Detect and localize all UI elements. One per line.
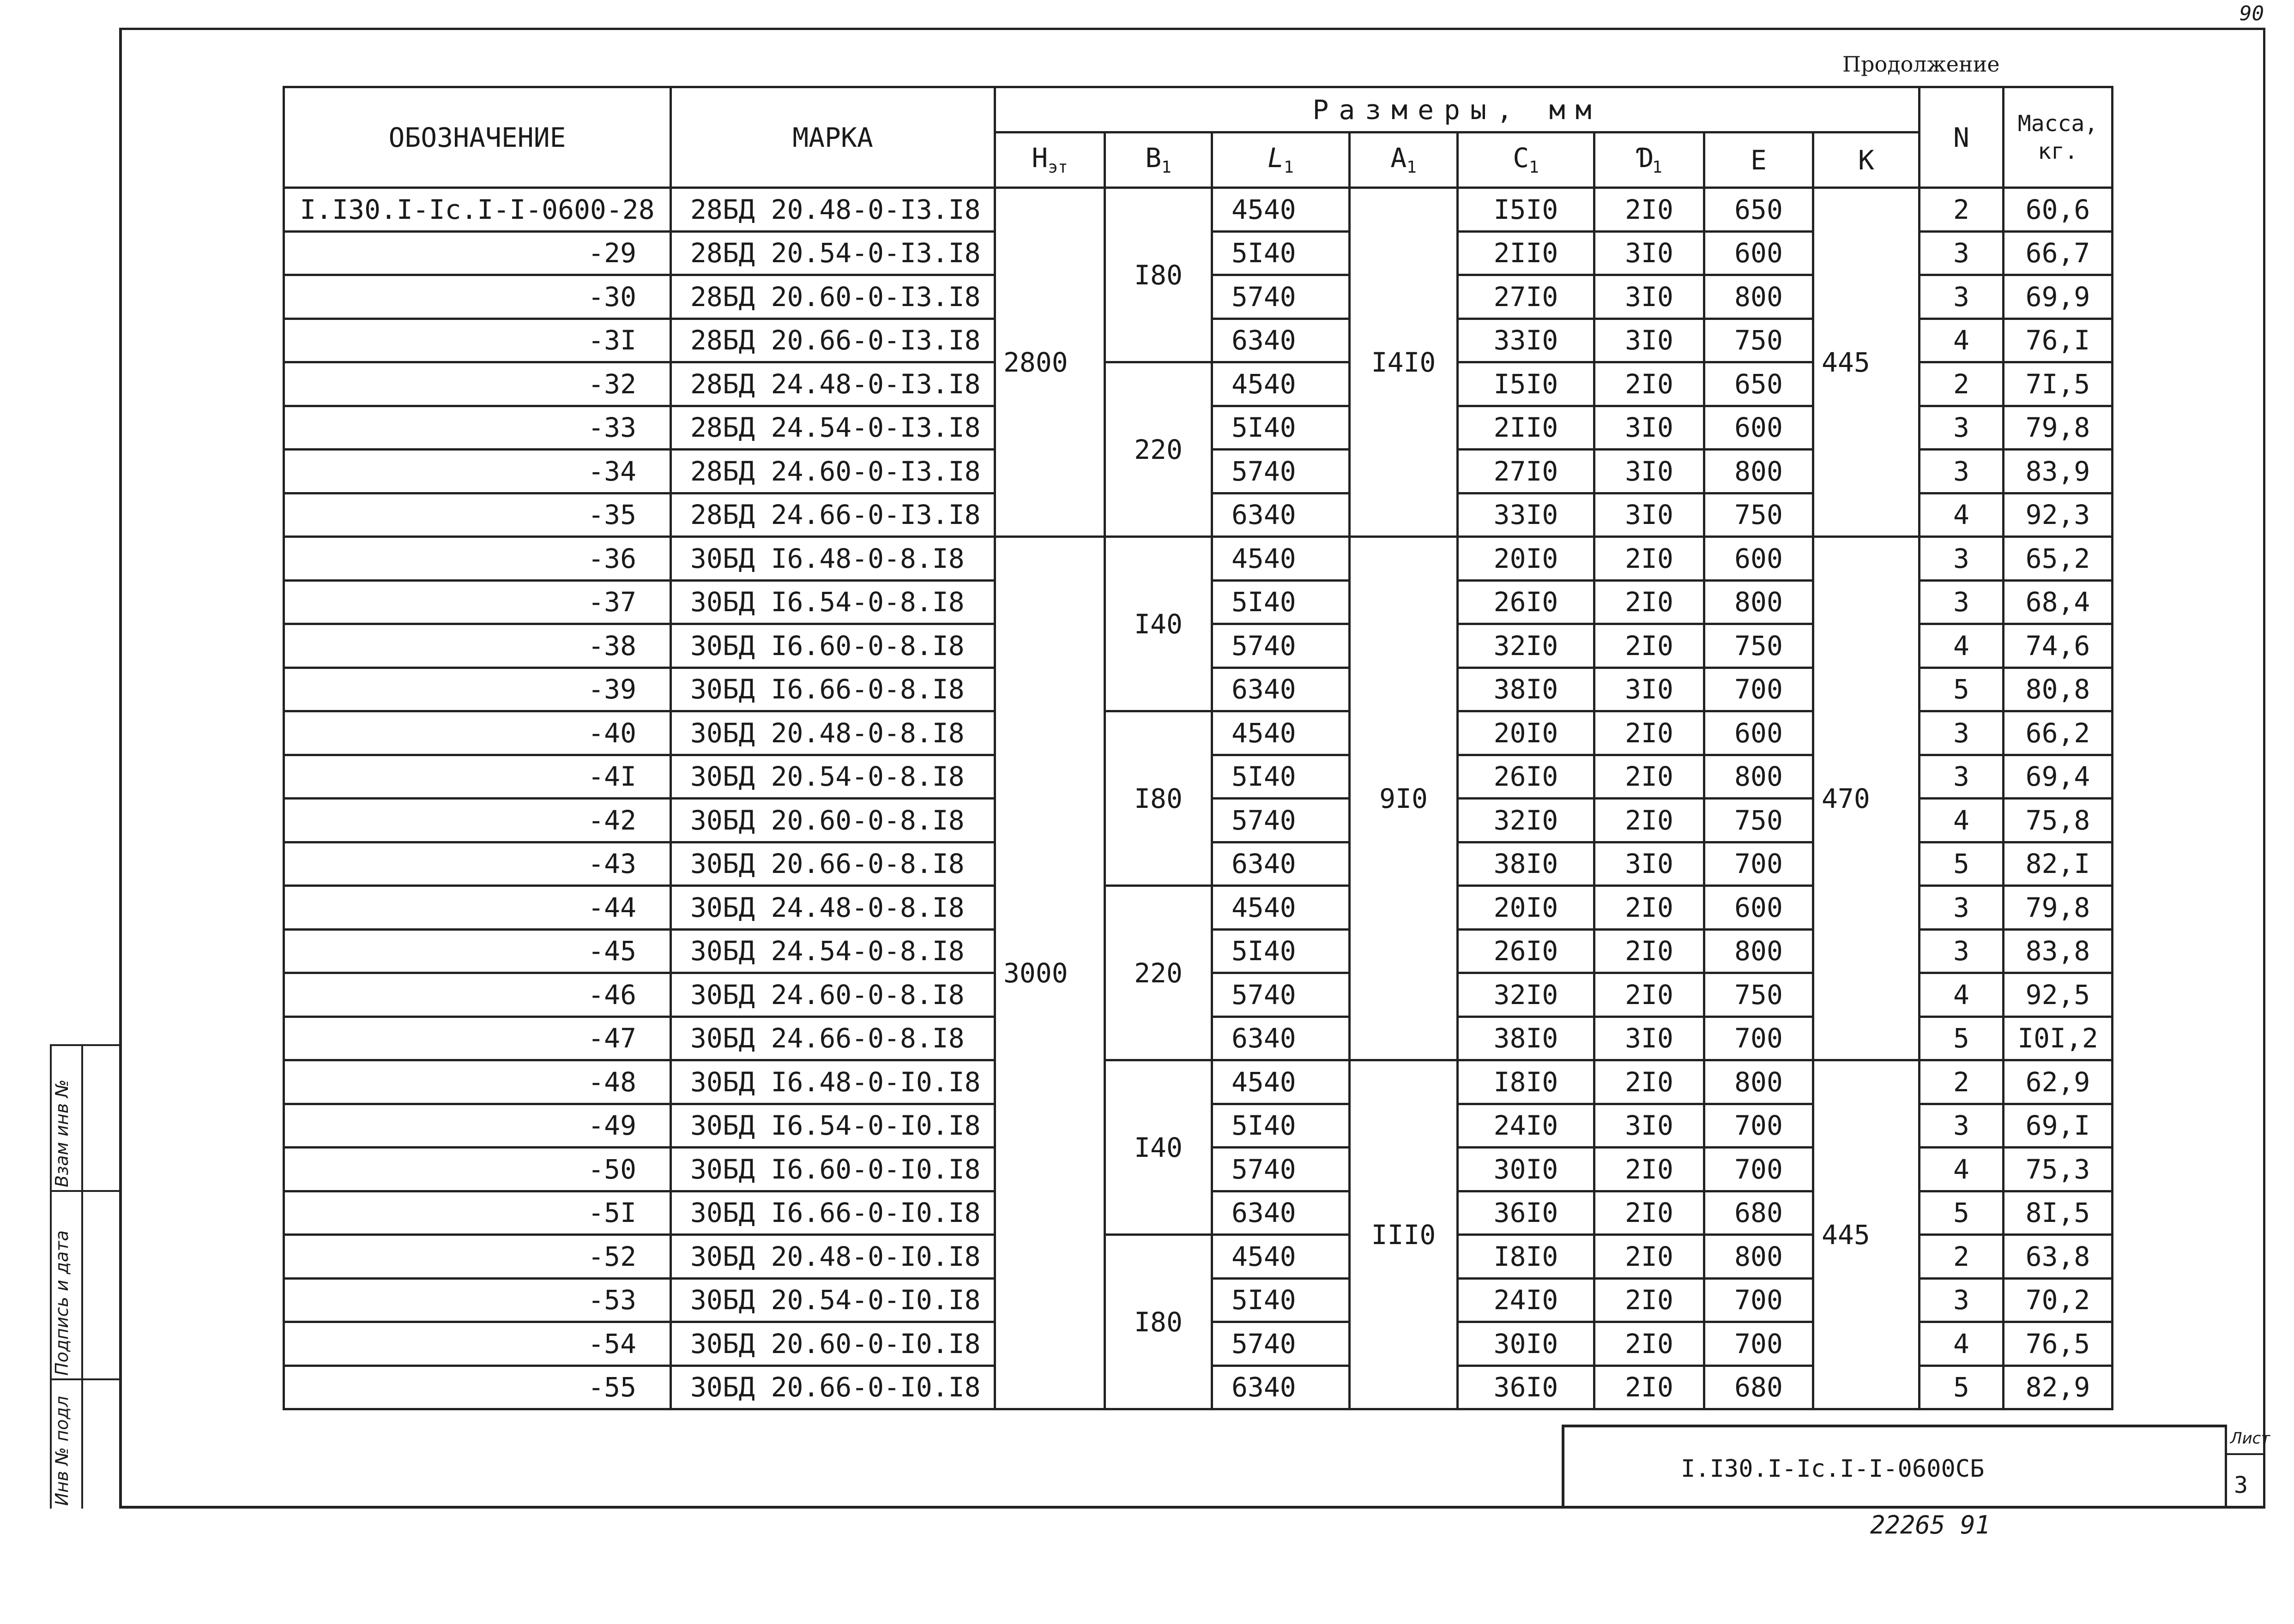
cell-mark: 30БД 24.66-0-8.I8 [671, 1017, 995, 1060]
cell-e: 650 [1704, 362, 1813, 406]
cell-designation: -29 [284, 231, 671, 275]
cell-n: 3 [1920, 1278, 2004, 1322]
cell-d1: 2I0 [1594, 1191, 1704, 1235]
cell-d1: 2I0 [1594, 929, 1704, 973]
cell-e: 700 [1704, 668, 1813, 711]
cell-designation: -50 [284, 1148, 671, 1191]
cell-designation: -4I [284, 755, 671, 799]
cell-l1: 4540 [1212, 188, 1350, 232]
cell-a-group: 9I0 [1350, 537, 1458, 1060]
stamp-replaces-inv-no: Взам инв № [52, 1079, 72, 1187]
cell-mass: 63,8 [2004, 1235, 2113, 1279]
cell-mark: 30БД I6.48-0-I0.I8 [671, 1060, 995, 1104]
cell-e: 600 [1704, 231, 1813, 275]
cell-designation: -42 [284, 799, 671, 842]
cell-mass: 69,I [2004, 1104, 2113, 1148]
cell-mass: 79,8 [2004, 406, 2113, 450]
cell-designation: -54 [284, 1322, 671, 1366]
cell-l1: 5740 [1212, 973, 1350, 1017]
header-mass: Масса, кг. [2004, 87, 2113, 188]
cell-c1: 33I0 [1458, 493, 1594, 537]
cell-designation: -38 [284, 624, 671, 668]
cell-d1: 2I0 [1594, 188, 1704, 232]
cell-designation: -5I [284, 1191, 671, 1235]
cell-d1: 2I0 [1594, 537, 1704, 581]
table-row [284, 537, 2113, 581]
cell-d1: 2I0 [1594, 1322, 1704, 1366]
cell-n: 4 [1920, 319, 2004, 362]
cell-n: 3 [1920, 755, 2004, 799]
header-d: $Ɗ_1$ [1594, 132, 1704, 188]
cell-b-group: I80 [1105, 1235, 1212, 1409]
header-e: Е [1704, 132, 1813, 188]
cell-e: 700 [1704, 1322, 1813, 1366]
continuation-label: Продолжение [1842, 52, 2000, 77]
cell-d1: 2I0 [1594, 886, 1704, 930]
cell-e: 800 [1704, 450, 1813, 493]
sheet-label: Лист [2230, 1429, 2270, 1448]
cell-e: 750 [1704, 493, 1813, 537]
cell-b-group: I80 [1105, 188, 1212, 362]
cell-l1: 4540 [1212, 537, 1350, 581]
cell-e: 800 [1704, 580, 1813, 624]
cell-e: 800 [1704, 755, 1813, 799]
cell-l1: 6340 [1212, 842, 1350, 886]
cell-mass: 74,6 [2004, 624, 2113, 668]
cell-l1: 4540 [1212, 1060, 1350, 1104]
cell-mass: 68,4 [2004, 580, 2113, 624]
cell-designation: -30 [284, 275, 671, 319]
cell-k-group: 445 [1813, 188, 1920, 537]
cell-d1: 3I0 [1594, 493, 1704, 537]
cell-designation: -45 [284, 929, 671, 973]
cell-mass: 8I,5 [2004, 1191, 2113, 1235]
cell-n: 5 [1920, 668, 2004, 711]
approval-stamp [50, 1044, 121, 1509]
cell-designation: -53 [284, 1278, 671, 1322]
cell-n: 2 [1920, 188, 2004, 232]
cell-mark: 28БД 24.66-0-I3.I8 [671, 493, 995, 537]
cell-e: 800 [1704, 1235, 1813, 1279]
cell-mass: 65,2 [2004, 537, 2113, 581]
cell-c1: 20I0 [1458, 711, 1594, 755]
cell-c1: 32I0 [1458, 799, 1594, 842]
cell-h-group: 3000 [995, 537, 1105, 1409]
cell-mass: 82,9 [2004, 1365, 2113, 1409]
sheet-number: 3 [2234, 1472, 2248, 1498]
cell-l1: 5740 [1212, 275, 1350, 319]
cell-mark: 30БД I6.66-0-I0.I8 [671, 1191, 995, 1235]
archive-number: 22265 91 [1870, 1510, 1991, 1540]
cell-l1: 4540 [1212, 886, 1350, 930]
cell-l1: 5I40 [1212, 929, 1350, 973]
cell-c1: 26I0 [1458, 580, 1594, 624]
cell-designation: -34 [284, 450, 671, 493]
cell-mass: 7I,5 [2004, 362, 2113, 406]
cell-e: 700 [1704, 1278, 1813, 1322]
cell-mark: 28БД 20.54-0-I3.I8 [671, 231, 995, 275]
cell-mark: 30БД 20.54-0-I0.I8 [671, 1278, 995, 1322]
cell-mass: 82,I [2004, 842, 2113, 886]
cell-k-group: 470 [1813, 537, 1920, 1060]
cell-l1: 5740 [1212, 450, 1350, 493]
cell-mass: 92,3 [2004, 493, 2113, 537]
cell-d1: 2I0 [1594, 755, 1704, 799]
cell-n: 2 [1920, 1060, 2004, 1104]
cell-d1: 2I0 [1594, 1148, 1704, 1191]
cell-n: 4 [1920, 624, 2004, 668]
cell-e: 600 [1704, 406, 1813, 450]
cell-d1: 2I0 [1594, 1278, 1704, 1322]
cell-c1: I8I0 [1458, 1235, 1594, 1279]
cell-d1: 2I0 [1594, 1060, 1704, 1104]
cell-mark: 30БД I6.66-0-8.I8 [671, 668, 995, 711]
cell-mass: 60,6 [2004, 188, 2113, 232]
cell-mark: 30БД 20.54-0-8.I8 [671, 755, 995, 799]
cell-mass: 66,7 [2004, 231, 2113, 275]
cell-e: 680 [1704, 1365, 1813, 1409]
cell-e: 800 [1704, 1060, 1813, 1104]
cell-mass: 76,5 [2004, 1322, 2113, 1366]
document-code: I.I30.I-Ic.I-I-0600СБ [1681, 1455, 1985, 1483]
cell-e: 650 [1704, 188, 1813, 232]
cell-n: 4 [1920, 1322, 2004, 1366]
cell-c1: 36I0 [1458, 1191, 1594, 1235]
stamp-signature-date: Подпись и дата [52, 1230, 72, 1376]
cell-l1: 6340 [1212, 1191, 1350, 1235]
header-mark: МАРКА [671, 87, 995, 188]
cell-designation: -3I [284, 319, 671, 362]
cell-mark: 28БД 20.66-0-I3.I8 [671, 319, 995, 362]
cell-designation: -37 [284, 580, 671, 624]
cell-n: 3 [1920, 450, 2004, 493]
cell-e: 800 [1704, 275, 1813, 319]
cell-mass: 69,4 [2004, 755, 2113, 799]
cell-l1: 5740 [1212, 624, 1350, 668]
cell-e: 750 [1704, 973, 1813, 1017]
cell-l1: 5I40 [1212, 406, 1350, 450]
cell-d1: 2I0 [1594, 711, 1704, 755]
header-a: $А_1$ [1350, 132, 1458, 188]
cell-designation: -39 [284, 668, 671, 711]
cell-l1: 5I40 [1212, 1278, 1350, 1322]
cell-n: 3 [1920, 231, 2004, 275]
cell-c1: 26I0 [1458, 755, 1594, 799]
cell-designation: -55 [284, 1365, 671, 1409]
cell-d1: 2I0 [1594, 973, 1704, 1017]
cell-l1: 6340 [1212, 668, 1350, 711]
header-l: $L_1$ [1212, 132, 1350, 188]
cell-mark: 28БД 24.54-0-I3.I8 [671, 406, 995, 450]
cell-b-group: 220 [1105, 362, 1212, 537]
cell-designation: I.I30.I-Ic.I-I-0600-28 [284, 188, 671, 232]
cell-l1: 5I40 [1212, 755, 1350, 799]
cell-d1: 3I0 [1594, 1104, 1704, 1148]
cell-l1: 6340 [1212, 1365, 1350, 1409]
cell-mark: 28БД 24.48-0-I3.I8 [671, 362, 995, 406]
cell-mark: 30БД 20.60-0-8.I8 [671, 799, 995, 842]
cell-b-group: I40 [1105, 537, 1212, 711]
cell-c1: I5I0 [1458, 188, 1594, 232]
cell-l1: 5740 [1212, 799, 1350, 842]
cell-designation: -52 [284, 1235, 671, 1279]
cell-mark: 30БД 20.66-0-8.I8 [671, 842, 995, 886]
cell-n: 4 [1920, 973, 2004, 1017]
header-designation: ОБОЗНАЧЕНИЕ [284, 87, 671, 188]
header-k: К [1813, 132, 1920, 188]
cell-e: 750 [1704, 799, 1813, 842]
cell-n: 3 [1920, 929, 2004, 973]
cell-mass: 75,8 [2004, 799, 2113, 842]
cell-h-group: 2800 [995, 188, 1105, 537]
cell-c1: 38I0 [1458, 668, 1594, 711]
cell-designation: -36 [284, 537, 671, 581]
cell-l1: 6340 [1212, 1017, 1350, 1060]
cell-e: 600 [1704, 711, 1813, 755]
cell-c1: 24I0 [1458, 1104, 1594, 1148]
cell-n: 3 [1920, 580, 2004, 624]
cell-n: 2 [1920, 1235, 2004, 1279]
cell-b-group: I80 [1105, 711, 1212, 886]
cell-c1: 2II0 [1458, 231, 1594, 275]
cell-designation: -32 [284, 362, 671, 406]
cell-l1: 5I40 [1212, 580, 1350, 624]
cell-c1: 27I0 [1458, 275, 1594, 319]
cell-mass: 76,I [2004, 319, 2113, 362]
cell-c1: I8I0 [1458, 1060, 1594, 1104]
cell-mark: 28БД 20.60-0-I3.I8 [671, 275, 995, 319]
cell-e: 700 [1704, 1017, 1813, 1060]
cell-c1: 32I0 [1458, 973, 1594, 1017]
cell-designation: -40 [284, 711, 671, 755]
cell-d1: 3I0 [1594, 231, 1704, 275]
cell-mark: 30БД 20.60-0-I0.I8 [671, 1322, 995, 1366]
header-dimensions: Размеры, мм [995, 87, 1920, 132]
cell-mark: 30БД I6.54-0-8.I8 [671, 580, 995, 624]
cell-c1: 26I0 [1458, 929, 1594, 973]
cell-e: 750 [1704, 624, 1813, 668]
cell-mass: 83,8 [2004, 929, 2113, 973]
cell-n: 4 [1920, 1148, 2004, 1191]
cell-n: 5 [1920, 1017, 2004, 1060]
cell-a-group: I4I0 [1350, 188, 1458, 537]
cell-c1: 30I0 [1458, 1148, 1594, 1191]
cell-designation: -33 [284, 406, 671, 450]
cell-c1: I5I0 [1458, 362, 1594, 406]
cell-c1: 2II0 [1458, 406, 1594, 450]
table-row [284, 1060, 2113, 1104]
cell-e: 700 [1704, 1148, 1813, 1191]
cell-designation: -49 [284, 1104, 671, 1148]
cell-e: 600 [1704, 537, 1813, 581]
cell-mark: 30БД 24.54-0-8.I8 [671, 929, 995, 973]
cell-n: 3 [1920, 1104, 2004, 1148]
cell-d1: 2I0 [1594, 1235, 1704, 1279]
cell-n: 4 [1920, 799, 2004, 842]
cell-d1: 3I0 [1594, 319, 1704, 362]
cell-n: 5 [1920, 1191, 2004, 1235]
cell-e: 600 [1704, 886, 1813, 930]
cell-c1: 38I0 [1458, 1017, 1594, 1060]
cell-l1: 5I40 [1212, 1104, 1350, 1148]
cell-mark: 30БД 24.48-0-8.I8 [671, 886, 995, 930]
cell-b-group: 220 [1105, 886, 1212, 1060]
cell-c1: 38I0 [1458, 842, 1594, 886]
cell-mark: 30БД I6.60-0-8.I8 [671, 624, 995, 668]
header-c: $С_1$ [1458, 132, 1594, 188]
cell-mass: 66,2 [2004, 711, 2113, 755]
cell-l1: 6340 [1212, 493, 1350, 537]
cell-e: 680 [1704, 1191, 1813, 1235]
stamp-inv-no-orig: Инв № подл [52, 1395, 72, 1506]
cell-e: 700 [1704, 842, 1813, 886]
cell-d1: 3I0 [1594, 275, 1704, 319]
cell-d1: 2I0 [1594, 799, 1704, 842]
cell-n: 3 [1920, 886, 2004, 930]
cell-mass: 75,3 [2004, 1148, 2113, 1191]
cell-e: 750 [1704, 319, 1813, 362]
cell-l1: 6340 [1212, 319, 1350, 362]
cell-designation: -44 [284, 886, 671, 930]
cell-mass: I0I,2 [2004, 1017, 2113, 1060]
cell-n: 5 [1920, 1365, 2004, 1409]
cell-l1: 4540 [1212, 362, 1350, 406]
cell-c1: 32I0 [1458, 624, 1594, 668]
cell-l1: 5I40 [1212, 231, 1350, 275]
cell-c1: 27I0 [1458, 450, 1594, 493]
cell-l1: 5740 [1212, 1322, 1350, 1366]
cell-mass: 70,2 [2004, 1278, 2113, 1322]
specification-table [283, 86, 2113, 1410]
cell-c1: 33I0 [1458, 319, 1594, 362]
cell-d1: 3I0 [1594, 450, 1704, 493]
cell-c1: 20I0 [1458, 537, 1594, 581]
cell-mass: 69,9 [2004, 275, 2113, 319]
cell-d1: 3I0 [1594, 842, 1704, 886]
cell-n: 3 [1920, 711, 2004, 755]
cell-d1: 2I0 [1594, 580, 1704, 624]
header-n: N [1920, 87, 2004, 188]
cell-mark: 30БД 20.48-0-8.I8 [671, 711, 995, 755]
cell-d1: 2I0 [1594, 1365, 1704, 1409]
cell-l1: 4540 [1212, 1235, 1350, 1279]
header-b: $В_1$ [1105, 132, 1212, 188]
cell-designation: -47 [284, 1017, 671, 1060]
cell-n: 4 [1920, 493, 2004, 537]
top-page-mark: 90 [2240, 2, 2264, 25]
cell-mass: 83,9 [2004, 450, 2113, 493]
cell-mark: 28БД 24.60-0-I3.I8 [671, 450, 995, 493]
cell-n: 3 [1920, 406, 2004, 450]
header-h: $Н_{эт}$ [995, 132, 1105, 188]
cell-l1: 4540 [1212, 711, 1350, 755]
cell-designation: -46 [284, 973, 671, 1017]
table-row [284, 188, 2113, 232]
cell-mass: 92,5 [2004, 973, 2113, 1017]
cell-d1: 3I0 [1594, 668, 1704, 711]
cell-d1: 3I0 [1594, 1017, 1704, 1060]
cell-k-group: 445 [1813, 1060, 1920, 1409]
cell-designation: -48 [284, 1060, 671, 1104]
cell-n: 3 [1920, 275, 2004, 319]
cell-designation: -35 [284, 493, 671, 537]
cell-mark: 30БД I6.48-0-8.I8 [671, 537, 995, 581]
cell-n: 3 [1920, 537, 2004, 581]
cell-c1: 20I0 [1458, 886, 1594, 930]
cell-mark: 30БД I6.60-0-I0.I8 [671, 1148, 995, 1191]
cell-c1: 30I0 [1458, 1322, 1594, 1366]
cell-mark: 28БД 20.48-0-I3.I8 [671, 188, 995, 232]
cell-e: 800 [1704, 929, 1813, 973]
cell-mass: 62,9 [2004, 1060, 2113, 1104]
cell-mass: 79,8 [2004, 886, 2113, 930]
cell-mark: 30БД I6.54-0-I0.I8 [671, 1104, 995, 1148]
cell-n: 5 [1920, 842, 2004, 886]
cell-mark: 30БД 20.48-0-I0.I8 [671, 1235, 995, 1279]
cell-l1: 5740 [1212, 1148, 1350, 1191]
cell-d1: 3I0 [1594, 406, 1704, 450]
cell-n: 2 [1920, 362, 2004, 406]
cell-mark: 30БД 20.66-0-I0.I8 [671, 1365, 995, 1409]
cell-c1: 36I0 [1458, 1365, 1594, 1409]
cell-mass: 80,8 [2004, 668, 2113, 711]
cell-d1: 2I0 [1594, 624, 1704, 668]
cell-mark: 30БД 24.60-0-8.I8 [671, 973, 995, 1017]
cell-c1: 24I0 [1458, 1278, 1594, 1322]
cell-designation: -43 [284, 842, 671, 886]
cell-d1: 2I0 [1594, 362, 1704, 406]
cell-b-group: I40 [1105, 1060, 1212, 1235]
cell-a-group: III0 [1350, 1060, 1458, 1409]
cell-e: 700 [1704, 1104, 1813, 1148]
